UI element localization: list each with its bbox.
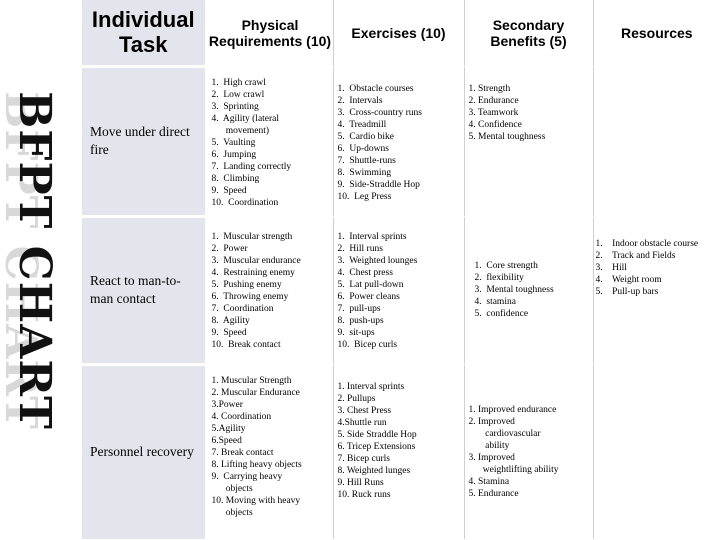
list-item: 5. Mental toughness <box>468 131 546 142</box>
physical-cell <box>206 364 333 540</box>
list-item: 8. Weighted lunges <box>337 465 411 476</box>
secondary-list <box>465 67 593 143</box>
list-item: 8. Climbing <box>211 173 260 184</box>
list-item: 7. Landing correctly <box>211 161 292 172</box>
list-item: 10. Coordination <box>211 197 279 208</box>
list-item: 10. Moving with heavy <box>211 495 301 506</box>
list-item: 2. Muscular Endurance <box>211 387 300 398</box>
secondary-cell <box>464 66 593 216</box>
resources-cell <box>593 66 720 540</box>
list-item: 1. Interval sprints <box>337 231 407 242</box>
list-item: 6. Up-downs <box>337 143 389 154</box>
list-item: 10. Ruck runs <box>337 489 391 500</box>
list-item: movement) <box>211 125 270 136</box>
list-item: 1. Strength <box>468 83 511 94</box>
list-item: 1. Interval sprints <box>337 381 405 392</box>
list-item: 4. Stamina <box>468 476 510 487</box>
list-item: 9. Hill Runs <box>337 477 384 488</box>
list-item: 4. Coordination <box>211 411 272 422</box>
list-item: 3.Power <box>211 399 243 410</box>
exercises-list <box>334 67 464 203</box>
list-item: 2. Hill runs <box>337 243 383 254</box>
list-item: 2. Low crawl <box>211 89 265 100</box>
list-item: 6. Power cleans <box>337 291 400 302</box>
list-item: 5. Endurance <box>468 488 519 499</box>
header-resources: Resources <box>593 0 720 66</box>
exercises-list <box>334 217 464 351</box>
list-item: 10. Leg Press <box>337 191 392 202</box>
secondary-cell <box>464 364 593 540</box>
list-item: objects <box>211 483 253 494</box>
list-item: 3. Improved <box>468 452 515 463</box>
task-label: React to man-to-man contact <box>90 273 181 306</box>
physical-cell <box>206 216 333 364</box>
list-item: weightlifting ability <box>468 464 559 475</box>
list-item: 5. confidence <box>474 309 529 319</box>
side-title-text: BFPT CHART <box>8 90 60 430</box>
list-item: 1. High crawl <box>211 77 266 88</box>
list-item: 2. Intervals <box>337 95 383 106</box>
list-item: 9. Carrying heavy <box>211 471 283 482</box>
side-title <box>0 90 68 430</box>
list-item: 9. Speed <box>211 327 247 338</box>
list-item: 3. Teamwork <box>468 107 519 118</box>
header-task: Individual Task <box>82 0 206 66</box>
list-item: 2. Pullups <box>337 393 376 404</box>
list-item: 8. Swimming <box>337 167 392 178</box>
list-item: ability <box>468 440 510 451</box>
list-item: 2. Track and Fields <box>595 250 676 261</box>
exercises-cell <box>333 66 464 216</box>
list-item: 1. Indoor obstacle course <box>595 238 699 249</box>
list-item: 10. Break contact <box>211 339 281 350</box>
list-item: 10. Bicep curls <box>337 339 398 350</box>
list-item: 5. Cardio bike <box>337 131 394 142</box>
task-cell <box>82 66 206 216</box>
list-item: 6.Speed <box>211 435 242 446</box>
exercises-cell <box>333 216 464 364</box>
list-item: 2. Power <box>211 243 248 254</box>
list-item: 3. Chest Press <box>337 405 392 416</box>
list-item: objects <box>211 507 253 518</box>
list-item: 4. Agility (lateral <box>211 113 280 124</box>
list-item: 1. Muscular strength <box>211 231 293 242</box>
list-item: 3. Sprinting <box>211 101 259 112</box>
list-item: 7. pull-ups <box>337 303 381 314</box>
list-item: 5. Lat pull-down <box>337 279 404 290</box>
list-item: 5. Pull-up bars <box>595 286 659 297</box>
header-physical: Physical Requirements (10) <box>206 0 333 66</box>
list-item: 1. Improved endurance <box>468 404 557 415</box>
list-item: 8. push-ups <box>337 315 384 326</box>
list-item: 6. Jumping <box>211 149 257 160</box>
list-item: 9. Speed <box>211 185 247 196</box>
list-item: 4. Confidence <box>468 119 522 130</box>
resources-list <box>594 238 720 298</box>
list-item: 8. Agility <box>211 315 250 326</box>
list-item: 3. Muscular endurance <box>211 255 301 266</box>
list-item: 7. Shuttle-runs <box>337 155 396 166</box>
list-item: 4.Shuttle run <box>337 417 387 428</box>
secondary-list <box>465 404 593 500</box>
list-item: 6. Tricep Extensions <box>337 441 416 452</box>
header-exercises: Exercises (10) <box>333 0 464 66</box>
list-item: 2. Endurance <box>468 95 519 106</box>
list-item: 5. Pushing enemy <box>211 279 282 290</box>
list-item: 6. Throwing enemy <box>211 291 289 302</box>
exercises-cell <box>333 364 464 540</box>
task-label: Personnel recovery <box>90 444 194 460</box>
physical-list <box>208 217 333 351</box>
list-item: 5. Vaulting <box>211 137 256 148</box>
list-item: 2. flexibility <box>474 273 524 283</box>
secondary-list <box>465 260 593 320</box>
list-item: 9. Side-Straddle Hop <box>337 179 420 190</box>
bfpt-table <box>82 0 720 540</box>
physical-list <box>208 67 333 209</box>
table-row <box>82 66 720 216</box>
list-item: 7. Break contact <box>211 447 274 458</box>
header-secondary: Secondary Benefits (5) <box>464 0 593 66</box>
task-cell <box>82 364 206 540</box>
list-item: 4. Restraining enemy <box>211 267 295 278</box>
list-item: 4. stamina <box>474 297 516 307</box>
list-item: 4. Weight room <box>595 274 662 285</box>
list-item: 3. Mental toughness <box>474 285 554 295</box>
list-item: 2. Improved <box>468 416 515 427</box>
list-item: 5. Side Straddle Hop <box>337 429 417 440</box>
list-item: 3. Weighted lounges <box>337 255 418 266</box>
list-item: cardiovascular <box>468 428 541 439</box>
physical-list <box>208 365 333 519</box>
list-item: 1. Obstacle courses <box>337 83 414 94</box>
physical-cell <box>206 66 333 216</box>
list-item: 7. Bicep curls <box>337 453 391 464</box>
list-item: 5.Agility <box>211 423 246 434</box>
list-item: 8. Lifting heavy objects <box>211 459 302 470</box>
list-item: 9. sit-ups <box>337 327 375 338</box>
exercises-list <box>334 365 464 501</box>
list-item: 4. Chest press <box>337 267 393 278</box>
list-item: 4. Treadmill <box>337 119 387 130</box>
list-item: 3. Cross-country runs <box>337 107 422 118</box>
header-row <box>82 0 720 66</box>
list-item: 7. Coordination <box>211 303 274 314</box>
list-item: 1. Core strength <box>474 261 538 271</box>
task-cell <box>82 216 206 364</box>
secondary-cell <box>464 216 593 364</box>
list-item: 3. Hill <box>595 262 627 273</box>
list-item: 1. Muscular Strength <box>211 375 292 386</box>
task-label: Move under direct fire <box>90 124 190 157</box>
